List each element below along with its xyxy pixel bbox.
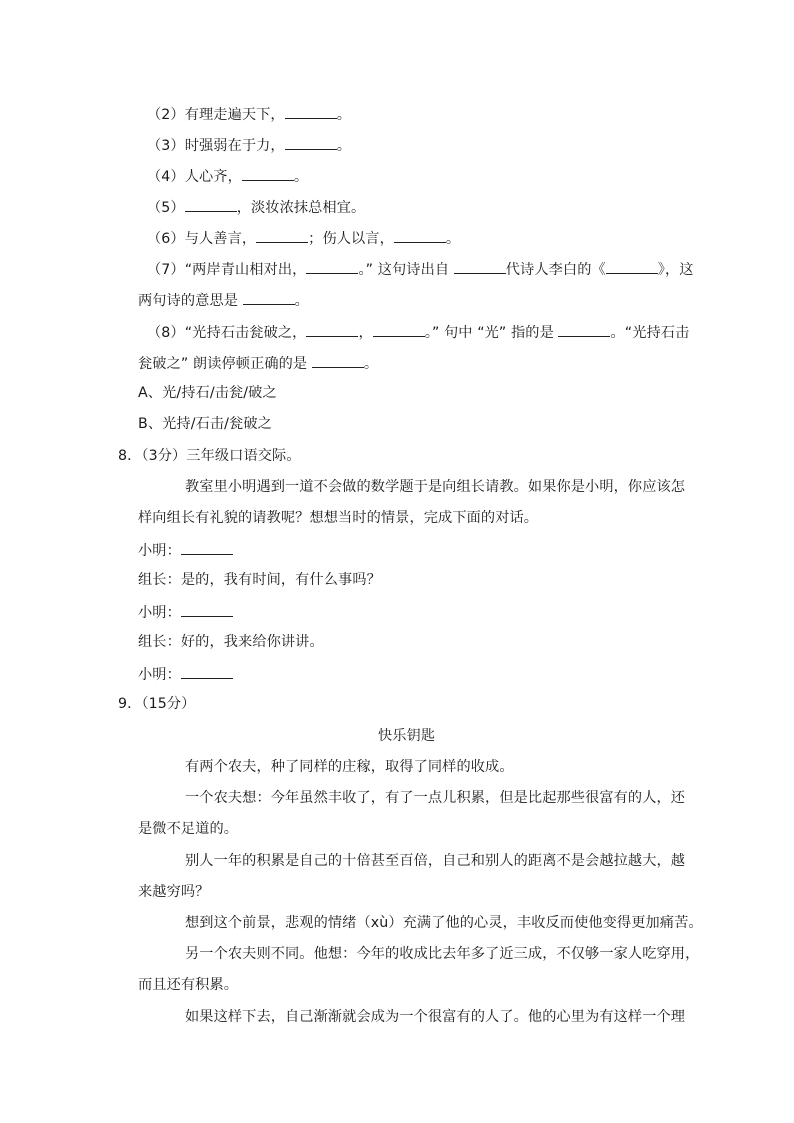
answer-blank[interactable] — [306, 321, 358, 337]
answer-blank[interactable] — [181, 663, 233, 679]
passage-paragraph: 如果这样下去，自己渐渐就会成为一个很富有的人了。他的心里为有这样一个理 — [185, 1009, 686, 1025]
answer-blank[interactable] — [256, 227, 308, 243]
dialogue-line — [138, 539, 233, 561]
answer-blank[interactable] — [285, 134, 337, 150]
item-label: （7） — [147, 262, 185, 278]
answer-blank[interactable] — [185, 196, 237, 212]
q7-option-b[interactable]: B、光持/石击/瓮破之 — [138, 416, 272, 432]
passage-paragraph-cont: 而且还有积累。 — [138, 977, 239, 993]
q7-item-6: （6）与人善言， ；伤人以言， 。 — [147, 227, 460, 249]
q7-item-7-line2: 两句诗的意思是 。 — [138, 289, 309, 311]
q8-header: 8．（3分）三年级口语交际。 — [118, 448, 301, 464]
answer-blank[interactable] — [285, 103, 337, 119]
item-label: （4） — [147, 169, 185, 185]
answer-blank[interactable] — [306, 258, 358, 274]
q8-intro-line2: 样向组长有礼貌的请教呢？想想当时的情景，完成下面的对话。 — [138, 510, 539, 526]
q7-item-7-line1: （7）“两岸青山相对出， 。” 这句诗出自 代诗人李白的《 》，这 — [147, 258, 694, 280]
dialogue-line: 组长：是的，我有时间，有什么事吗？ — [138, 572, 381, 588]
passage-paragraph: 想到这个前景，悲观的情绪（xù）充满了他的心灵，丰收反而使他变得更加痛苦。 — [185, 915, 703, 931]
speaker: 组长： — [138, 634, 181, 650]
q7-item-4: （4）人心齐， 。 — [147, 165, 308, 187]
speaker: 小明： — [138, 605, 181, 621]
answer-blank[interactable] — [181, 539, 233, 555]
dialogue-line: 组长：好的，我来给你讲讲。 — [138, 634, 324, 650]
item-label: （5） — [147, 200, 185, 216]
passage-paragraph: 一个农夫想：今年虽然丰收了，有了一点儿积累，但是比起那些很富有的人，还 — [185, 790, 686, 806]
passage-paragraph: 另一个农夫则不同。他想：今年的收成比去年多了近三成，不仅够一家人吃穿用， — [185, 946, 700, 962]
q8-intro-line1: 教室里小明遇到一道不会做的数学题于是向组长请教。如果你是小明，你应该怎 — [185, 479, 686, 495]
q9-header: 9．（15分） — [118, 696, 196, 712]
answer-blank[interactable] — [373, 321, 425, 337]
answer-blank[interactable] — [242, 165, 294, 181]
item-label: （8） — [147, 325, 185, 341]
speaker: 组长： — [138, 572, 181, 588]
answer-blank[interactable] — [558, 321, 610, 337]
passage-title: 快乐钥匙 — [378, 728, 436, 744]
speaker: 小明： — [138, 667, 181, 683]
q7-option-a[interactable]: A、光/持石/击瓮/破之 — [138, 385, 277, 401]
passage-paragraph-cont: 来越穷吗？ — [138, 884, 210, 900]
answer-blank[interactable] — [181, 601, 233, 617]
passage-paragraph: 有两个农夫，种了同样的庄稼，取得了同样的收成。 — [185, 759, 514, 775]
q7-item-5: （5） ，淡妆浓抹总相宜。 — [147, 196, 365, 218]
passage-paragraph: 别人一年的积累是自己的十倍甚至百倍，自己和别人的距离不是会越拉越大，越 — [185, 853, 686, 869]
item-label: （2） — [147, 107, 185, 123]
speaker: 小明： — [138, 543, 181, 559]
passage-paragraph-cont: 是微不足道的。 — [138, 821, 239, 837]
answer-blank[interactable] — [394, 227, 446, 243]
answer-blank[interactable] — [312, 352, 364, 368]
answer-blank[interactable] — [454, 258, 506, 274]
q7-item-8-line1: （8）“光持石击瓮破之， ， 。” 句中 “光” 指的是 。“光持石击 — [147, 321, 689, 343]
dialogue-line — [138, 601, 233, 623]
q7-item-2: （2）有理走遍天下， 。 — [147, 103, 351, 125]
dialogue-line — [138, 663, 233, 685]
answer-blank[interactable] — [606, 258, 658, 274]
q7-item-8-line2: 瓮破之” 朗读停顿正确的是 。 — [138, 352, 378, 374]
answer-blank[interactable] — [243, 289, 295, 305]
item-label: （3） — [147, 138, 185, 154]
item-label: （6） — [147, 231, 185, 247]
q7-item-3: （3）时强弱在于力， 。 — [147, 134, 351, 156]
